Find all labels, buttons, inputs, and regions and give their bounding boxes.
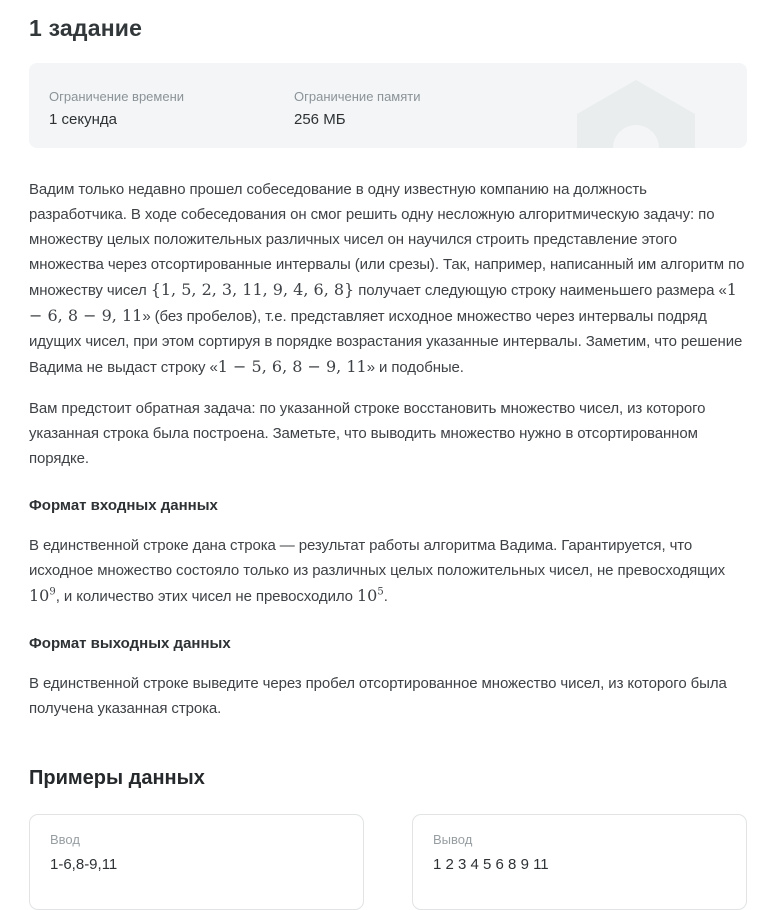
examples-row bbox=[29, 814, 747, 910]
input-format-heading: Формат входных данных bbox=[29, 497, 218, 514]
inline-text: получает следующую строку наименьшего размера « bbox=[354, 282, 727, 299]
limits-panel bbox=[29, 63, 747, 148]
inline-math: 1 − 5, 6, 8 − 9, 11 bbox=[217, 357, 367, 376]
page-title: 1 задание bbox=[29, 15, 143, 41]
statement-paragraph-2 bbox=[29, 396, 747, 471]
problem-statement bbox=[29, 177, 747, 721]
example-input-box bbox=[29, 814, 364, 910]
examples-heading: Примеры данных bbox=[29, 767, 205, 789]
inline-math: $10^5$ bbox=[356, 586, 384, 605]
time-limit-label: Ограничение времени bbox=[49, 89, 185, 104]
output-format-heading: Формат выходных данных bbox=[29, 635, 231, 652]
inline-text: » и подобные. bbox=[366, 359, 464, 376]
inline-math: $10^9$ bbox=[29, 586, 56, 605]
inline-text: В единственной строке дана строка — результат работы алгоритма Вадима. Гарантируется, что исходное множество состояло только из различных целых положительных чисел, не превосходящих bbox=[29, 537, 726, 579]
inline-text: . bbox=[383, 588, 388, 605]
example-output-value: 1 2 3 4 5 6 8 9 11 bbox=[433, 856, 549, 873]
memory-limit-value: 256 МБ bbox=[294, 111, 346, 128]
time-limit bbox=[49, 63, 294, 148]
input-format-paragraph bbox=[29, 533, 747, 609]
inline-text: Вам предстоит обратная задача: по указанной строке восстановить множество чисел, из которого указанная строка была построена. Заметьте, что выводить множество нужно в отсортированном порядке. bbox=[29, 400, 706, 467]
statement-paragraph-1 bbox=[29, 177, 747, 380]
inline-math: 1 − 6, 8 − 9, 11 bbox=[29, 280, 737, 325]
inline-text: , и количество этих чисел не превосходило bbox=[55, 588, 357, 605]
output-format-paragraph bbox=[29, 671, 747, 721]
example-output-box bbox=[412, 814, 747, 910]
inline-text: » (без пробелов), т.е. представляет исходное множество через интервалы подряд идущих чисел, при этом сортируя в порядке возрастания указанные интервалы. Заметим, что решение Вадима не выдаст строку « bbox=[29, 308, 743, 376]
inline-text: В единственной строке выведите через пробел отсортированное множество чисел, из которого была получена указанная строка. bbox=[29, 675, 727, 717]
example-output-label: Вывод bbox=[433, 832, 473, 847]
inline-text: Вадим только недавно прошел собеседование в одну известную компанию на должность разработчика. В ходе собеседования он смог решить одну несложную алгоритмическую задачу: по множеству целых положительных различных чисел он научился строить представление этого множества через отсортированные интервалы (или срезы). Так, например, написанный им алгоритм по множеству чисел bbox=[29, 181, 745, 299]
memory-limit bbox=[294, 63, 421, 148]
time-limit-value: 1 секунда bbox=[49, 111, 117, 128]
example-input-value: 1-6,8-9,11 bbox=[50, 856, 118, 873]
inline-math: {1, 5, 2, 3, 11, 9, 4, 6, 8} bbox=[150, 280, 355, 299]
example-input-label: Ввод bbox=[50, 832, 80, 847]
memory-limit-label: Ограничение памяти bbox=[294, 89, 421, 104]
house-watermark-icon bbox=[577, 80, 695, 148]
